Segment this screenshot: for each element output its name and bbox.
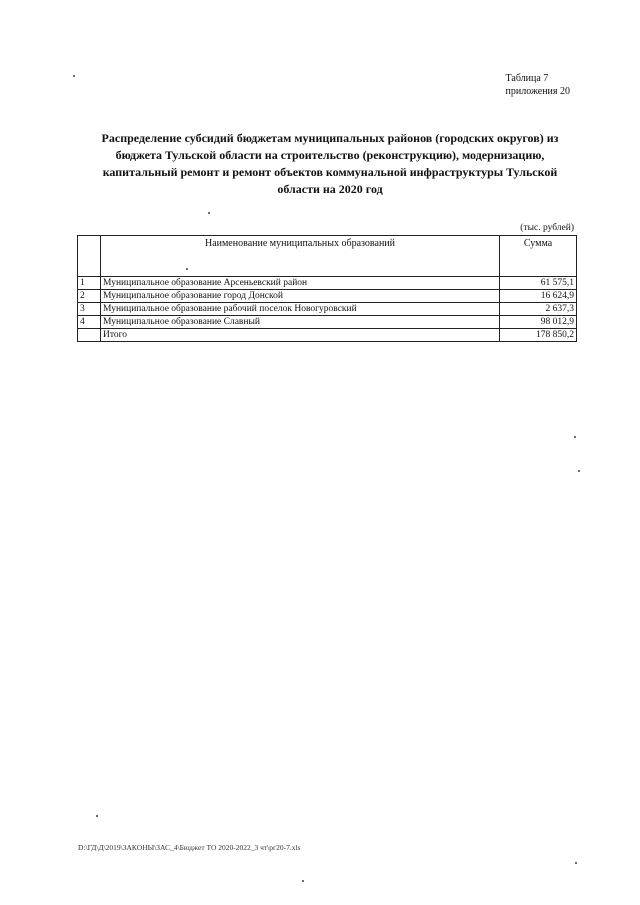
table-row <box>78 290 577 303</box>
total-row <box>78 329 577 342</box>
row-num-cell: 3 <box>78 303 101 316</box>
scan-speck <box>574 436 576 438</box>
table-row <box>78 303 577 316</box>
row-num-cell: 4 <box>78 316 101 329</box>
table-row <box>78 277 577 290</box>
row-sum-cell: 2 637,3 <box>500 303 577 316</box>
table-header-row <box>78 236 577 277</box>
total-sum-cell: 178 850,2 <box>500 329 577 342</box>
header-name-cell: Наименование муниципальных образований <box>101 236 500 277</box>
row-sum-cell: 61 575,1 <box>500 277 577 290</box>
scan-speck <box>575 862 577 864</box>
table-row <box>78 316 577 329</box>
file-path-footer: D:\ГД\Д\2019\ЗАКОНЫ\ЗАС_4\Бюджет ТО 2020-2022_3 чт\рг20-7.xls <box>78 843 301 852</box>
table-number-label: Таблица 7 <box>505 73 549 84</box>
scan-speck <box>208 212 210 214</box>
row-num-cell: 1 <box>78 277 101 290</box>
header-sum-cell: Сумма <box>500 236 577 277</box>
subsidy-table <box>77 235 577 342</box>
scan-speck <box>96 815 98 817</box>
scan-speck <box>73 75 75 77</box>
total-name-cell: Итого <box>101 329 500 342</box>
row-name-cell: Муниципальное образование Арсеньевский район <box>101 277 500 290</box>
row-num-cell: 2 <box>78 290 101 303</box>
row-name-cell: Муниципальное образование Славный <box>101 316 500 329</box>
annex-number-label: приложения 20 <box>505 86 570 97</box>
total-num-cell <box>78 329 101 342</box>
table-reference <box>506 72 570 98</box>
header-num-cell <box>78 236 101 277</box>
scan-speck <box>578 470 580 472</box>
row-name-cell: Муниципальное образование рабочий поселок Новогуровский <box>101 303 500 316</box>
units-label: (тыс. рублей) <box>520 223 574 233</box>
row-name-cell: Муниципальное образование город Донской <box>101 290 500 303</box>
row-sum-cell: 98 012,9 <box>500 316 577 329</box>
document-title: Распределение субсидий бюджетам муниципальных районов (городских округов) из бюджета Тульской области на строительство (реконструкцию), модернизацию, капитальный ремонт и ремонт объектов коммунальной инфраструктуры Тульской области на 2020 год <box>101 131 559 196</box>
scan-speck <box>302 880 304 882</box>
scan-speck <box>186 268 188 270</box>
row-sum-cell: 16 624,9 <box>500 290 577 303</box>
